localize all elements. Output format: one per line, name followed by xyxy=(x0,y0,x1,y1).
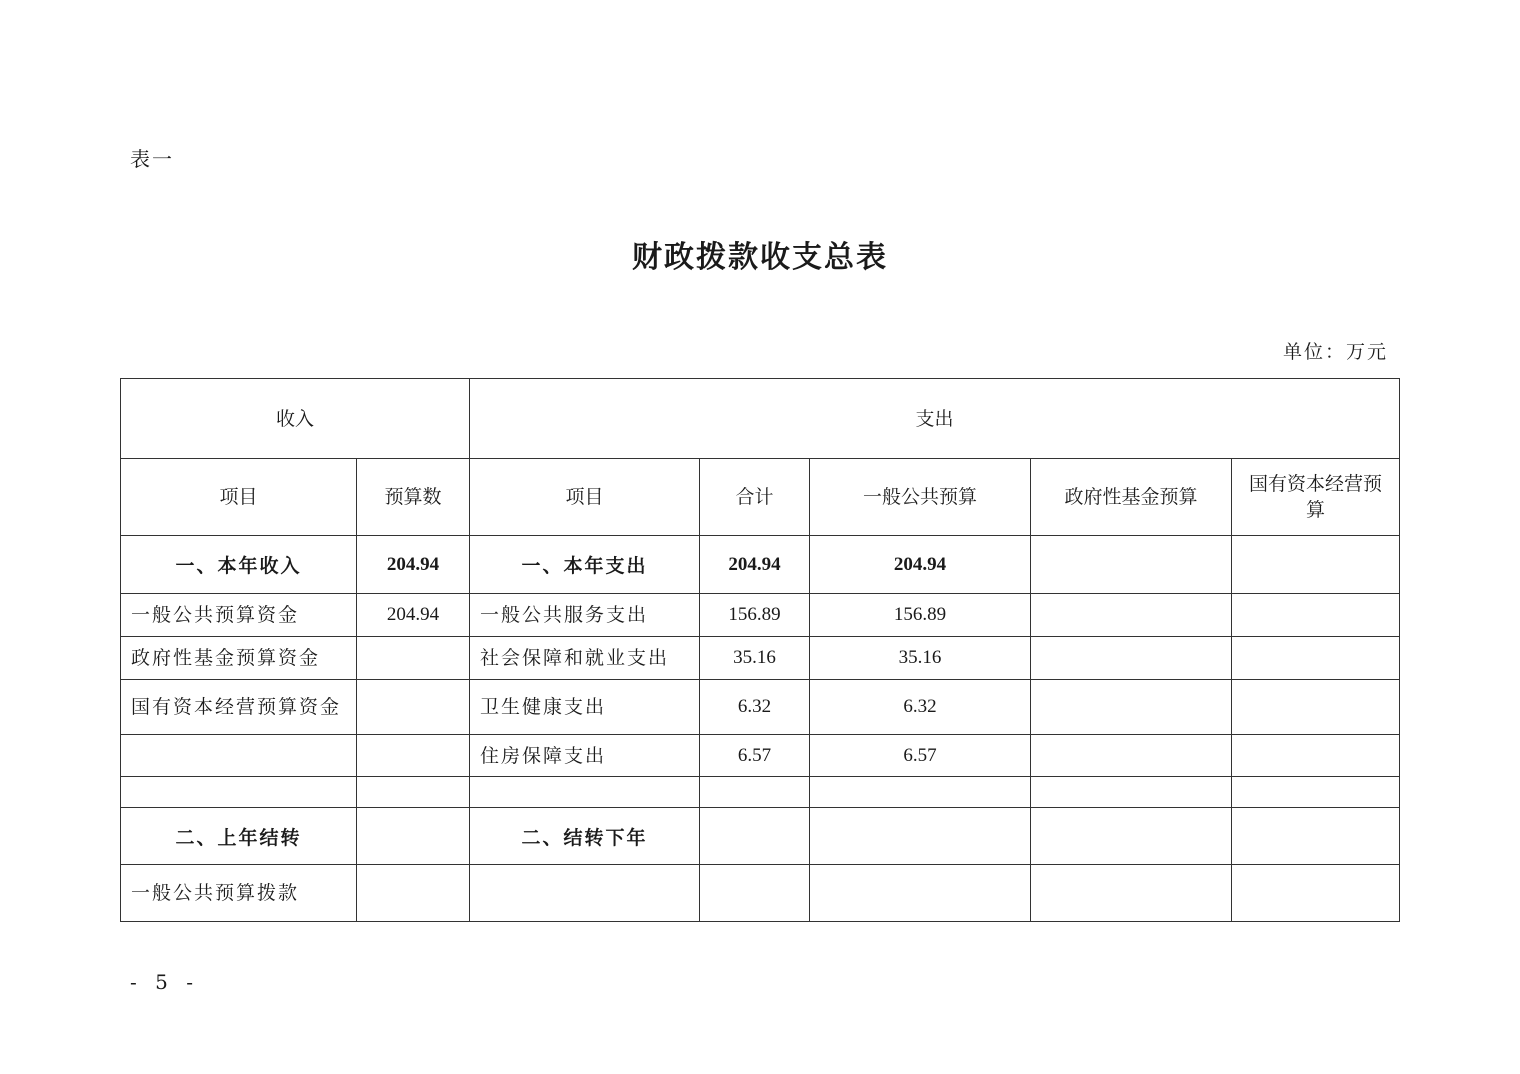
col-header-general-budget: 一般公共预算 xyxy=(810,459,1031,536)
general-amount: 35.16 xyxy=(810,637,1031,680)
fund-amount xyxy=(1031,536,1232,594)
exp-item: 二、结转下年 xyxy=(470,808,700,865)
table-row xyxy=(121,637,1400,680)
income-amount xyxy=(357,865,470,922)
col-header-exp-item: 项目 xyxy=(470,459,700,536)
col-header-budget-amount: 预算数 xyxy=(357,459,470,536)
total-amount xyxy=(700,777,810,808)
exp-item xyxy=(470,777,700,808)
fund-amount xyxy=(1031,637,1232,680)
fund-amount xyxy=(1031,777,1232,808)
state-amount xyxy=(1232,808,1400,865)
fund-amount xyxy=(1031,808,1232,865)
income-header: 收入 xyxy=(121,379,470,459)
income-amount xyxy=(357,637,470,680)
table-row xyxy=(121,865,1400,922)
col-header-state-capital-budget: 国有资本经营预算 xyxy=(1232,459,1400,536)
income-item: 一般公共预算拨款 xyxy=(121,865,357,922)
general-amount xyxy=(810,808,1031,865)
state-amount xyxy=(1232,594,1400,637)
page-title: 财政拨款收支总表 xyxy=(632,240,888,275)
income-item: 政府性基金预算资金 xyxy=(121,637,357,680)
exp-item: 住房保障支出 xyxy=(470,735,700,777)
fund-amount xyxy=(1031,680,1232,735)
state-amount xyxy=(1232,777,1400,808)
col-header-income-item: 项目 xyxy=(121,459,357,536)
income-item xyxy=(121,777,357,808)
expenditure-header: 支出 xyxy=(470,379,1400,459)
page-number: - 5 - xyxy=(130,970,199,994)
income-amount xyxy=(357,808,470,865)
budget-table xyxy=(120,378,1400,922)
exp-item: 一、本年支出 xyxy=(470,536,700,594)
table-row xyxy=(121,680,1400,735)
total-amount xyxy=(700,865,810,922)
income-item: 一般公共预算资金 xyxy=(121,594,357,637)
state-amount xyxy=(1232,735,1400,777)
general-amount: 6.32 xyxy=(810,680,1031,735)
exp-item: 社会保障和就业支出 xyxy=(470,637,700,680)
fund-amount xyxy=(1031,594,1232,637)
table-row xyxy=(121,735,1400,777)
unit-label: 单位：万元 xyxy=(1282,341,1388,363)
state-amount xyxy=(1232,680,1400,735)
income-item xyxy=(121,735,357,777)
state-amount xyxy=(1232,865,1400,922)
total-amount: 35.16 xyxy=(700,637,810,680)
exp-item: 卫生健康支出 xyxy=(470,680,700,735)
income-amount xyxy=(357,777,470,808)
income-amount: 204.94 xyxy=(357,594,470,637)
general-amount: 156.89 xyxy=(810,594,1031,637)
fund-amount xyxy=(1031,865,1232,922)
income-amount xyxy=(357,680,470,735)
total-amount: 156.89 xyxy=(700,594,810,637)
total-amount: 204.94 xyxy=(700,536,810,594)
income-amount: 204.94 xyxy=(357,536,470,594)
col-header-total: 合计 xyxy=(700,459,810,536)
table-row xyxy=(121,536,1400,594)
state-amount xyxy=(1232,536,1400,594)
income-item: 一、本年收入 xyxy=(121,536,357,594)
general-amount: 204.94 xyxy=(810,536,1031,594)
total-amount: 6.57 xyxy=(700,735,810,777)
header-group-row xyxy=(121,379,1400,459)
income-amount xyxy=(357,735,470,777)
col-header-fund-budget: 政府性基金预算 xyxy=(1031,459,1232,536)
fund-amount xyxy=(1031,735,1232,777)
table-label: 表一 xyxy=(130,147,174,171)
exp-item xyxy=(470,865,700,922)
table-row xyxy=(121,594,1400,637)
general-amount: 6.57 xyxy=(810,735,1031,777)
general-amount xyxy=(810,777,1031,808)
exp-item: 一般公共服务支出 xyxy=(470,594,700,637)
state-amount xyxy=(1232,637,1400,680)
column-header-row xyxy=(121,459,1400,536)
income-item: 国有资本经营预算资金 xyxy=(121,680,357,735)
table-row xyxy=(121,777,1400,808)
general-amount xyxy=(810,865,1031,922)
table-row xyxy=(121,808,1400,865)
total-amount: 6.32 xyxy=(700,680,810,735)
income-item: 二、上年结转 xyxy=(121,808,357,865)
total-amount xyxy=(700,808,810,865)
